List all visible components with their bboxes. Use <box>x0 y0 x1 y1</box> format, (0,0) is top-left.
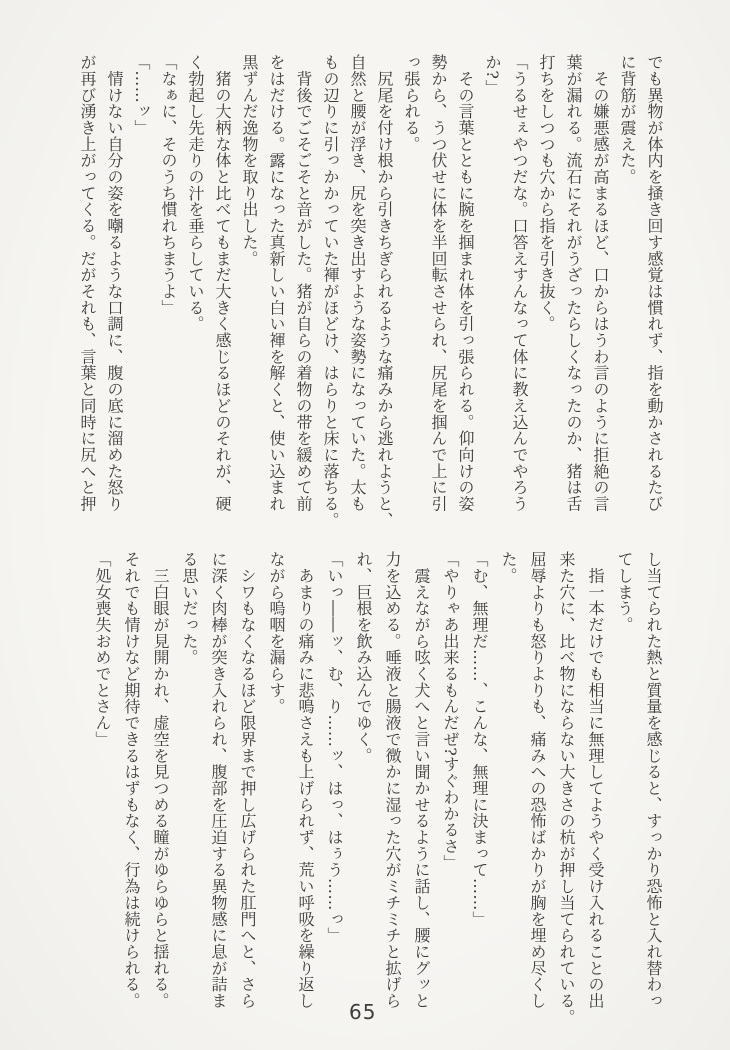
text-column: 猪の大柄な体と比べてもまだ大きく感じるほどのそれが、硬 <box>213 54 232 512</box>
text-column: 来た穴に、比べ物にならない大きさの杭が押し当てられている。 <box>557 551 576 1026</box>
text-column: 屈辱よりも怒りよりも、痛みへの恐怖ばかりが胸を埋め尽くし <box>528 551 547 1009</box>
text-column: ながら嗚咽を漏らす。 <box>267 551 286 715</box>
text-column: でも異物が体内を掻き回す感覚は慣れず、指を動かされるたび <box>645 54 664 512</box>
page-number: 65 <box>349 1000 377 1024</box>
text-column: もの辺りに引っかかっていた褌がほどけ、はらりと床に落ちる。 <box>321 54 340 529</box>
text-column: てしまう。 <box>615 551 634 633</box>
text-column: 「なぁに、そのうち慣れちまうよ」 <box>159 54 178 316</box>
text-column: し当てられた熱と質量を感じると、すっかり恐怖と入れ替わっ <box>644 551 663 1009</box>
text-column: 指一本だけでも相当に無理してようやく受け入れることの出 <box>586 551 605 1009</box>
text-column: た。 <box>499 551 518 584</box>
text-column: 「やりゃあ出来るもんだぜ?すぐわかるさ」 <box>441 551 460 871</box>
text-column: 力を込める。唾液と腸液で微かに湿った穴がミチミチと拡げら <box>383 551 402 1009</box>
text-column: 「む、無理だ……、こんな、無理に決まって……」 <box>470 551 489 928</box>
text-column: に深く肉棒が突き入れられ、腹部を圧迫する異物感に息が詰ま <box>209 551 228 1009</box>
upper-text-block <box>74 54 668 529</box>
text-column: 黒ずんだ逸物を取り出した。 <box>240 54 259 267</box>
text-column: 自然と腰が浮き、尻を突き出すような姿勢になっていた。太も <box>348 54 367 512</box>
text-column: に背筋が震えた。 <box>618 54 637 185</box>
text-column: それでも情けなど期待できるはずもなく、行為は続けられる。 <box>122 551 141 1009</box>
text-column: 「……ッ」 <box>132 54 151 136</box>
text-column: 葉が漏れる。流石にそれがうざったらしくなったのか、猪は舌 <box>564 54 583 512</box>
text-column: が再び湧き上がってくる。だがそれも、言葉と同時に尻へと押 <box>78 54 97 512</box>
text-column: あまりの痛みに悲鳴さえも上げられず、荒い呼吸を繰り返し <box>296 551 315 1009</box>
text-column: 三白眼が見開かれ、虚空を見つめる瞳がゆらゆらと揺れる。 <box>151 551 170 1009</box>
text-column: シワもなくなるほど限界まで押し広げられた肛門へと、さら <box>238 551 257 1009</box>
text-column: その嫌悪感が高まるほど、口からはうわ言のように拒絶の言 <box>591 54 610 512</box>
text-column: る思いだった。 <box>180 551 199 666</box>
lower-text-block <box>76 551 668 1026</box>
text-column: 尻尾を付け根から引きちぎられるような痛みから逃れようと、 <box>375 54 394 529</box>
text-column: 「いっ――ッ、む、り……ッ、はっ、はぅう……っ」 <box>325 551 344 944</box>
text-column: か?」 <box>483 54 502 96</box>
text-column: 「処女喪失おめでとさん」 <box>93 551 112 748</box>
text-column: 震えながら呟く犬へと言い聞かせるように話し、腰にグッと <box>412 551 431 1009</box>
text-column: をはだける。露になった真新しい白い褌を解くと、使い込まれ <box>267 54 286 512</box>
text-column: 背後でごそごそと音がした。猪が自らの着物の帯を緩めて前 <box>294 54 313 512</box>
text-column: れ、巨根を飲み込んでゆく。 <box>354 551 373 764</box>
text-column: その言葉とともに腕を掴まれ体を引っ張られる。仰向けの姿 <box>456 54 475 512</box>
text-column: 打ちをしつつも穴から指を引き抜く。 <box>537 54 556 332</box>
text-column: 「うるせぇやつだな。口答えすんなって体に教え込んでやろう <box>510 54 529 512</box>
text-column: く勃起し先走りの汁を垂らしている。 <box>186 54 205 332</box>
text-column: っ張られる。 <box>402 54 421 153</box>
text-column: 勢から、うつ伏せに体を半回転させられ、尻尾を掴んで上に引 <box>429 54 448 512</box>
text-column: 情けない自分の姿を嘲るような口調に、腹の底に溜めた怒り <box>105 54 124 512</box>
